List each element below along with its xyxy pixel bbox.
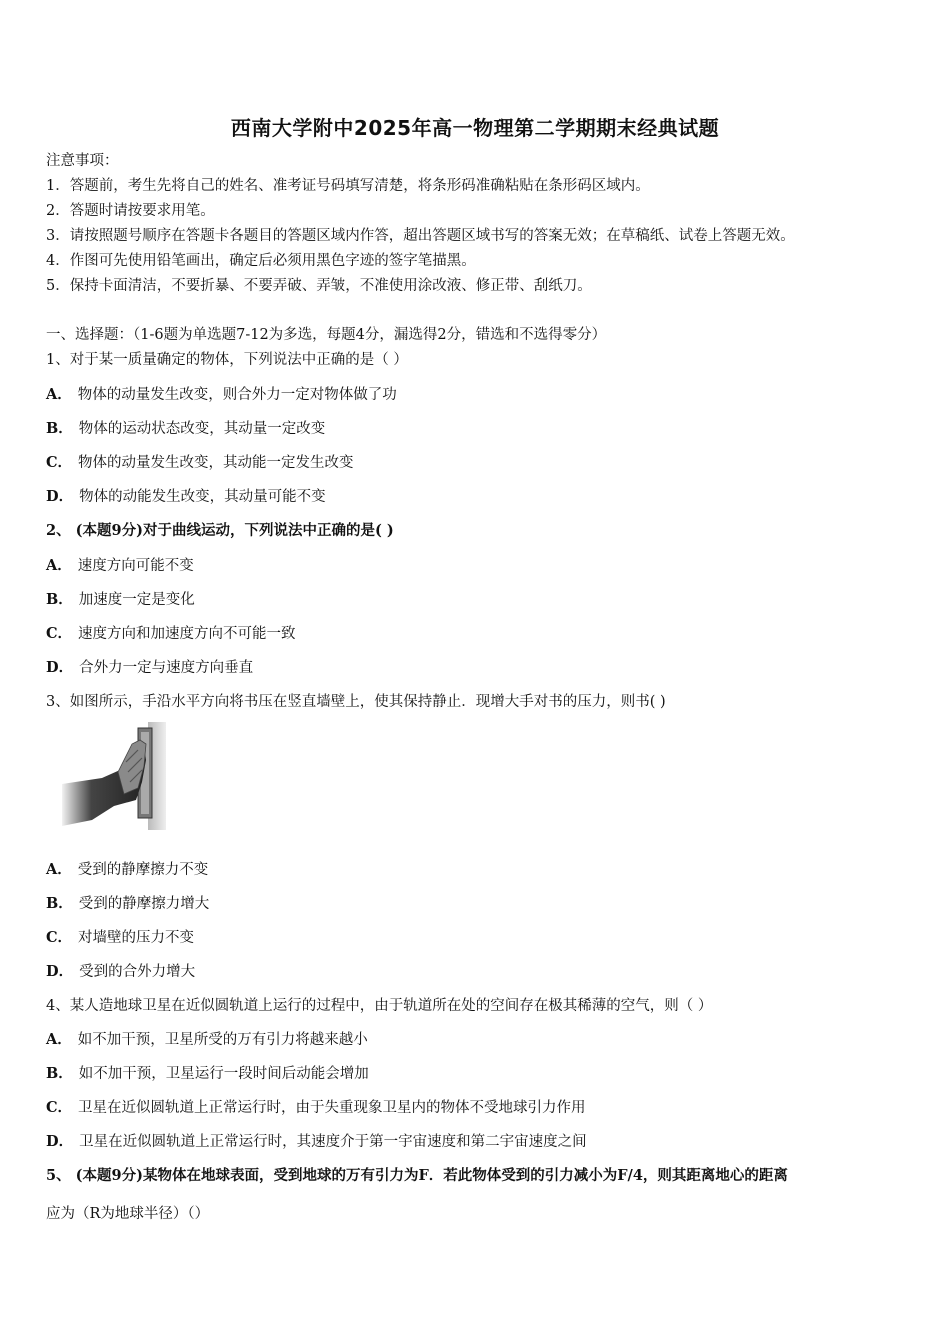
option-text: 受到的静摩擦力不变: [77, 862, 209, 878]
question-3-option-d: [46, 962, 195, 982]
option-letter: C．: [46, 454, 73, 471]
option-letter: A．: [46, 861, 72, 878]
section-heading: 一、选择题：（1-6题为单选题7-12为多选，每题4分，漏选得2分，错选和不选得零分）: [46, 327, 607, 343]
option-letter: C．: [46, 625, 73, 642]
hand-pressing-book-figure: [62, 722, 180, 830]
option-letter: B．: [46, 591, 73, 608]
question-4-option-c: [46, 1098, 586, 1118]
question-4-option-b: [46, 1064, 369, 1084]
question-2-option-a: [46, 556, 194, 576]
option-text: 物体的动量发生改变，则合外力一定对物体做了功: [77, 387, 397, 403]
option-letter: A．: [46, 386, 72, 403]
option-letter: B．: [46, 420, 73, 437]
option-letter: B．: [46, 1065, 73, 1082]
question-2-option-b: [46, 590, 195, 610]
question-5-stem-continued: 应为（R为地球半径）（）: [46, 1206, 210, 1222]
question-1-option-a: [46, 385, 397, 405]
question-1-stem: 1、对于某一质量确定的物体，下列说法中正确的是（ ）: [46, 352, 408, 368]
option-text: 物体的动能发生改变，其动量可能不变: [79, 489, 326, 505]
option-letter: D．: [46, 488, 74, 505]
question-1-option-b: [46, 419, 325, 439]
option-text: 合外力一定与速度方向垂直: [79, 660, 254, 676]
option-letter: D．: [46, 659, 74, 676]
option-letter: A．: [46, 1031, 72, 1048]
question-4-option-d: [46, 1132, 587, 1152]
option-text: 卫星在近似圆轨道上正常运行时，由于失重现象卫星内的物体不受地球引力作用: [78, 1100, 586, 1116]
option-letter: B．: [46, 895, 73, 912]
option-text: 卫星在近似圆轨道上正常运行时，其速度介于第一宇宙速度和第二宇宙速度之间: [79, 1134, 587, 1150]
question-3-stem: 3、如图所示，手沿水平方向将书压在竖直墙壁上，使其保持静止．现增大手对书的压力，则书( ): [46, 694, 666, 710]
option-letter: C．: [46, 929, 73, 946]
option-text: 受到的合外力增大: [79, 964, 196, 980]
option-text: 物体的运动状态改变，其动量一定改变: [78, 421, 326, 437]
option-text: 受到的静摩擦力增大: [78, 896, 210, 912]
question-1-option-c: [46, 453, 354, 473]
option-text: 加速度一定是变化: [78, 592, 195, 608]
question-3-option-c: [46, 928, 194, 948]
question-3-option-b: [46, 894, 209, 914]
option-text: 如不加干预，卫星所受的万有引力将越来越小: [77, 1032, 368, 1048]
option-text: 如不加干预，卫星运行一段时间后动能会增加: [78, 1066, 369, 1082]
question-4-option-a: [46, 1030, 368, 1050]
question-3-option-a: [46, 860, 208, 880]
question-5-stem: 5、 (本题9分)某物体在地球表面，受到地球的万有引力为F．若此物体受到的引力减小为F/4，则其距离地心的距离: [46, 1167, 788, 1184]
option-letter: A．: [46, 557, 72, 574]
question-4-stem: 4、某人造地球卫星在近似圆轨道上运行的过程中，由于轨道所在处的空间存在极其稀薄的空气，则（ ）: [46, 998, 713, 1014]
question-2-option-c: [46, 624, 296, 644]
option-text: 物体的动量发生改变，其动能一定发生改变: [78, 455, 354, 471]
note-item-5: 5．保持卡面清洁，不要折暴、不要弄破、弄皱，不准使用涂改液、修正带、刮纸刀。: [46, 278, 592, 294]
question-1-option-d: [46, 487, 326, 507]
option-letter: D．: [46, 963, 74, 980]
note-item-3: 3．请按照题号顺序在答题卡各题目的答题区域内作答，超出答题区域书写的答案无效；在草稿纸、试卷上答题无效。: [46, 228, 795, 244]
option-text: 速度方向可能不变: [77, 558, 194, 574]
option-letter: D．: [46, 1133, 74, 1150]
option-letter: C．: [46, 1099, 73, 1116]
note-item-4: 4．作图可先使用铅笔画出，确定后必须用黑色字迹的签字笔描黑。: [46, 253, 476, 269]
question-2-stem: 2、 (本题9分)对于曲线运动，下列说法中正确的是( ): [46, 522, 394, 539]
note-item-1: 1．答题前，考生先将自己的姓名、准考证号码填写清楚，将条形码准确粘贴在条形码区域内。: [46, 178, 650, 194]
option-text: 对墙壁的压力不变: [78, 930, 195, 946]
question-2-option-d: [46, 658, 253, 678]
page-title: 西南大学附中2025年高一物理第二学期期末经典试题: [230, 116, 720, 140]
option-text: 速度方向和加速度方向不可能一致: [78, 626, 296, 642]
note-item-2: 2．答题时请按要求用笔。: [46, 203, 215, 219]
notes-header: 注意事项：: [46, 153, 119, 169]
